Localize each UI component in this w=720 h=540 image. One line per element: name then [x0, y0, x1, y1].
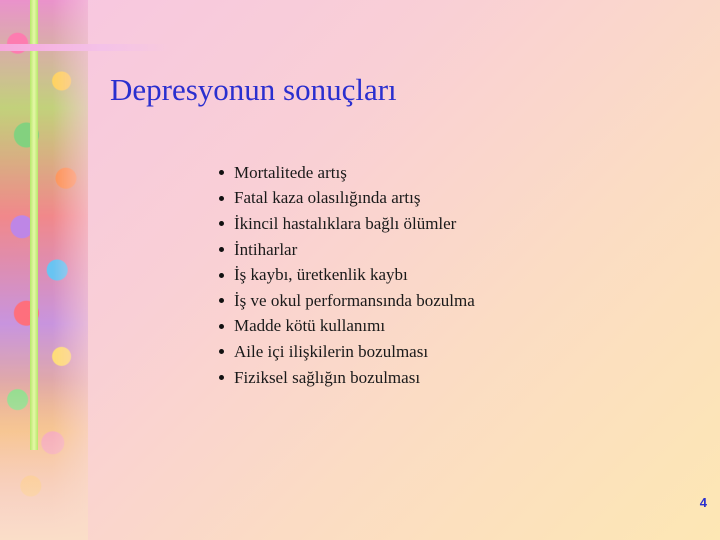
bullet-dot-icon	[219, 196, 224, 201]
bullet-dot-icon	[219, 349, 224, 354]
bullet-text: Madde kötü kullanımı	[234, 316, 386, 336]
bullet-dot-icon	[219, 273, 224, 278]
bullet-text: Aile içi ilişkilerin bozulması	[234, 341, 429, 361]
bullet-text: İş kaybı, üretkenlik kaybı	[234, 265, 408, 285]
bullet-item	[216, 237, 475, 263]
bullet-text: İş ve okul performansında bozulma	[234, 290, 475, 310]
bullet-text: İkincil hastalıklara bağlı ölümler	[234, 213, 457, 233]
bullet-item	[216, 339, 475, 365]
bullet-text: Fiziksel sağlığın bozulması	[234, 367, 421, 387]
bullet-text: Mortalitede artış	[234, 162, 347, 182]
bullet-item	[216, 211, 475, 237]
bullet-dot-icon	[219, 298, 224, 303]
bullet-list	[216, 160, 475, 390]
bullet-dot-icon	[219, 375, 224, 380]
bullet-item	[216, 262, 475, 288]
bullet-item	[216, 160, 475, 186]
bullet-dot-icon	[219, 324, 224, 329]
slide-title: Depresyonun sonuçları	[110, 72, 397, 107]
bullet-dot-icon	[219, 247, 224, 252]
decorative-horizontal-line	[0, 44, 170, 51]
bullet-item	[216, 186, 475, 212]
decorative-vertical-line	[30, 0, 38, 450]
bullet-dot-icon	[219, 170, 224, 175]
bullet-dot-icon	[219, 221, 224, 226]
bullet-text: Fatal kaza olasılığında artış	[234, 188, 421, 208]
bullet-item	[216, 314, 475, 340]
page-number: 4	[699, 495, 707, 510]
bullet-text: İntiharlar	[234, 239, 298, 259]
decorative-strip-fade	[0, 380, 88, 540]
bullet-item	[216, 288, 475, 314]
bullet-item	[216, 365, 475, 391]
